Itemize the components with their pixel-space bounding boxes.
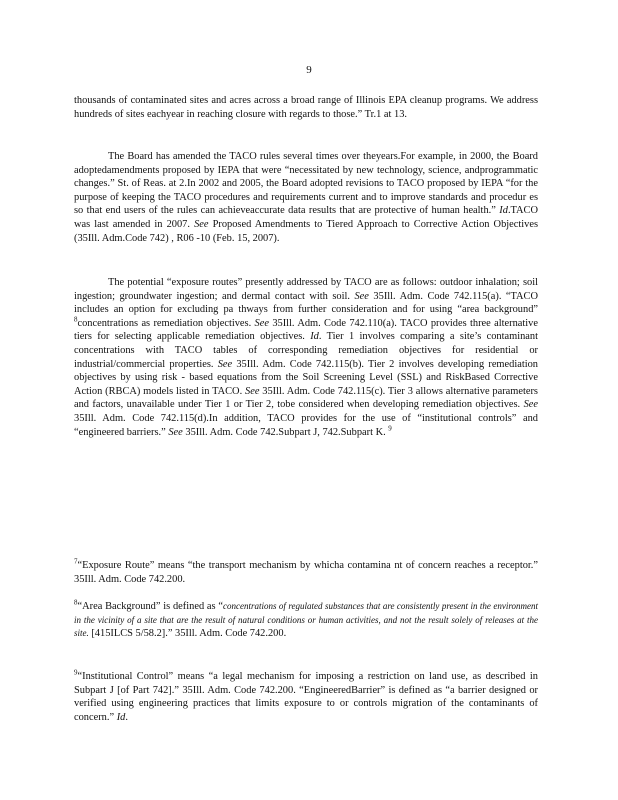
paragraph-text: The potential “exposure routes” presently addressed by TACO are as follows: outdoor inhalation; soil ingestion; groundwater ingestion; and dermal contact with soil. <box>74 277 538 302</box>
paragraph-text: . Tier 1 involves comparing a site’s contaminant concentrations with TACO tables of corresponding remediation objectives for residential or industrial/commercial properties. <box>74 331 538 370</box>
footnote-text: “Exposure Route” means “the transport mechanism by whicha contamina nt of concern reaches a receptor.” 35Ill. Adm. Code 742.200. <box>74 560 538 585</box>
footnote-text: “Area Background” is defined as “ <box>77 601 223 612</box>
footnote-8 <box>74 600 538 641</box>
citation-see: See <box>254 317 269 329</box>
citation-see: See <box>523 399 538 411</box>
footnote-9 <box>74 670 538 724</box>
footnote-quote: concentrations of regulated substances that are consistently present in the environment in the vicinity of a site that are the result of natural conditions or human activities, and not the result solely of releases at the site. <box>74 601 538 639</box>
paragraph-text: 35Ill. Adm. Code 742.115(b). Tier 2 involves developing remediation objectives by using risk - based equations from the Soil Screening Level (SSL) and RiskBased Corrective Action (RBCA) models listed in TACO. <box>74 358 538 397</box>
footnote-text: . <box>125 711 128 723</box>
paragraph-taco-amendments <box>74 150 538 245</box>
citation-see: See <box>217 358 233 370</box>
paragraph-text: .TACO was last amended in 2007. <box>74 205 538 230</box>
footnote-mark: 8 <box>74 598 78 607</box>
footnote-mark: 7 <box>74 557 78 566</box>
paragraph-text: 35Ill. Adm. Code 742.110(a). TACO provides three alternative tiers for selecting applicable remediation objectives. <box>74 317 538 343</box>
citation-see: See <box>245 385 260 397</box>
citation-see: See <box>194 218 209 230</box>
footnote-text: [415ILCS 5/58.2].” 35Ill. Adm. Code 742.200. <box>88 628 287 640</box>
paragraph-text: thousands of contaminated sites and acres across a broad range of Illinois EPA cleanup programs. We address hundreds of sites eachyear in reaching closure with regards to those.” Tr.1 at 13. <box>74 95 538 120</box>
citation-id: Id <box>310 331 319 343</box>
paragraph-text: 35Ill. Adm. Code 742.115(a). “TACO includes an option for excluding pa thways from further consideration and for using “area background” <box>74 290 538 316</box>
citation-see: See <box>168 426 183 438</box>
paragraph-text: 35Ill. Adm. Code 742.115(d).In addition, TACO provides for the use of “institutional controls” and “engineered barriers.” <box>74 412 538 438</box>
page-number: 9 <box>306 64 312 76</box>
footnote-7 <box>74 559 538 586</box>
paragraph-text: concentrations as remediation objectives. <box>77 317 252 329</box>
paragraph-text: The Board has amended the TACO rules several times over theyears.For example, in 2000, the Board adoptedamendments proposed by IEPA that were “necessitated by new technology, science, andprogrammatic changes.” St. of Reas. at 2.In 2002 and 2005, the Board adopted revisions to TACO proposed by IEPA “for the purpose of keeping the TACO procedures and requirements current and to improve standards and procedur es so that end users of the rules can achieveaccurate data results that are protective of human health.” <box>74 151 538 217</box>
paragraph-exposure-routes <box>74 276 538 439</box>
paragraph-text: 35Ill. Adm. Code 742.115(c). Tier 3 allows alternative parameters and factors, unavailable under Tier 1 or Tier 2, tobe considered when developing remediation objectives. <box>74 385 538 411</box>
citation-see: See <box>354 290 369 302</box>
footnote-text: “Institutional Control” means “a legal mechanism for imposing a restriction on land use, as described in Subpart J [of Part 742].” 35Ill. Adm. Code 742.200. “EngineeredBarrier” is defined as “a barrier designed or verified using engineering practices that limits exposure to or controls migration of the contaminants of concern.” <box>74 671 538 723</box>
footnote-mark: 9 <box>74 668 78 677</box>
paragraph-text: Proposed Amendments to Tiered Approach to Corrective Action Objectives (35Ill. Adm.Code 742) , R06 -10 (Feb. 15, 2007). <box>74 218 538 244</box>
citation-id: Id <box>116 711 126 723</box>
paragraph-continuation <box>74 94 538 121</box>
footnote-ref-8: 8 <box>74 315 78 324</box>
citation-id: Id <box>499 205 508 217</box>
footnote-ref-9: 9 <box>388 424 392 433</box>
paragraph-text: 35Ill. Adm. Code 742.Subpart J, 742.Subpart K. <box>185 426 386 438</box>
